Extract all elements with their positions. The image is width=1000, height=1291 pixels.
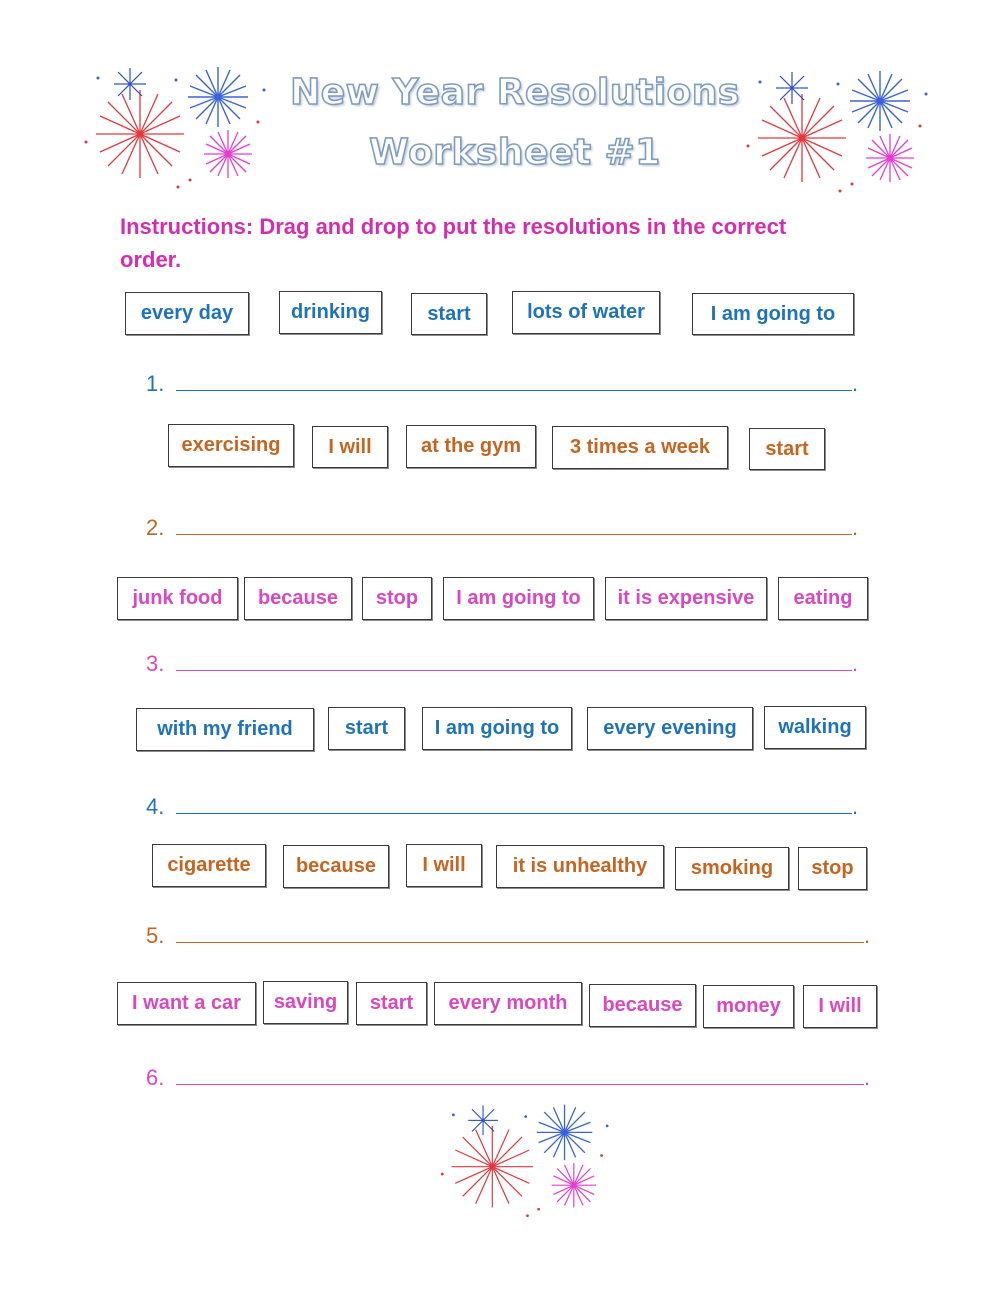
- word-tile[interactable]: junk food: [117, 577, 238, 620]
- answer-line-6[interactable]: 6. .: [146, 1062, 870, 1091]
- word-tile[interactable]: I am going to: [692, 293, 854, 335]
- word-tile[interactable]: lots of water: [512, 291, 660, 334]
- word-tile[interactable]: exercising: [168, 424, 294, 467]
- word-tile[interactable]: start: [749, 428, 825, 470]
- word-tile[interactable]: eating: [778, 577, 868, 620]
- answer-blank[interactable]: [176, 1062, 864, 1085]
- word-tile[interactable]: because: [283, 845, 389, 888]
- answer-number: 5.: [146, 923, 165, 948]
- word-tile[interactable]: every evening: [587, 707, 753, 750]
- word-tile[interactable]: drinking: [279, 291, 382, 334]
- word-tile[interactable]: at the gym: [406, 425, 536, 468]
- answer-number: 4.: [146, 794, 165, 819]
- word-tile[interactable]: with my friend: [136, 708, 314, 751]
- answer-blank[interactable]: [176, 368, 852, 391]
- word-tile[interactable]: because: [589, 984, 696, 1027]
- word-tile[interactable]: start: [328, 707, 405, 750]
- answer-line-5[interactable]: 5. .: [146, 920, 870, 949]
- answer-line-3[interactable]: 3. .: [146, 648, 858, 677]
- instructions-text: Instructions: Drag and drop to put the resolutions in the correct order.: [120, 214, 787, 272]
- word-tile[interactable]: I am going to: [422, 707, 572, 750]
- fireworks-top-left-icon: [78, 62, 278, 197]
- word-tile[interactable]: I want a car: [117, 982, 256, 1025]
- word-tile[interactable]: I will: [803, 985, 877, 1028]
- answer-line-1[interactable]: 1. .: [146, 368, 858, 397]
- word-tile[interactable]: stop: [362, 577, 432, 620]
- answer-number: 3.: [146, 651, 165, 676]
- answer-blank[interactable]: [176, 920, 864, 943]
- answer-line-2[interactable]: 2. .: [146, 512, 858, 541]
- answer-line-4[interactable]: 4. .: [146, 791, 858, 820]
- answer-number: 6.: [146, 1065, 165, 1090]
- word-tile[interactable]: money: [703, 985, 794, 1028]
- answer-blank[interactable]: [176, 791, 852, 814]
- worksheet-subtitle: Worksheet #1: [369, 132, 661, 173]
- answer-number: 1.: [146, 371, 165, 396]
- word-tile[interactable]: I will: [312, 426, 388, 468]
- fireworks-bottom-icon: [420, 1100, 635, 1225]
- word-tile[interactable]: start: [356, 982, 427, 1025]
- word-tile[interactable]: walking: [764, 706, 866, 749]
- word-tile[interactable]: stop: [798, 847, 867, 890]
- word-tile[interactable]: every day: [125, 292, 249, 335]
- word-tile[interactable]: smoking: [675, 847, 789, 890]
- word-tile[interactable]: every month: [434, 982, 582, 1025]
- word-tile[interactable]: saving: [263, 981, 348, 1024]
- word-tile[interactable]: because: [244, 577, 352, 620]
- answer-blank[interactable]: [176, 648, 852, 671]
- answer-blank[interactable]: [176, 512, 852, 535]
- word-tile[interactable]: it is expensive: [605, 577, 767, 620]
- word-tile[interactable]: cigarette: [152, 844, 266, 887]
- answer-number: 2.: [146, 515, 165, 540]
- worksheet-title: New Year Resolutions: [290, 72, 740, 113]
- word-tile[interactable]: I will: [406, 844, 482, 887]
- word-tile[interactable]: I am going to: [443, 577, 594, 620]
- word-tile[interactable]: start: [411, 293, 487, 335]
- word-tile[interactable]: 3 times a week: [552, 426, 728, 469]
- word-tile[interactable]: it is unhealthy: [496, 845, 664, 888]
